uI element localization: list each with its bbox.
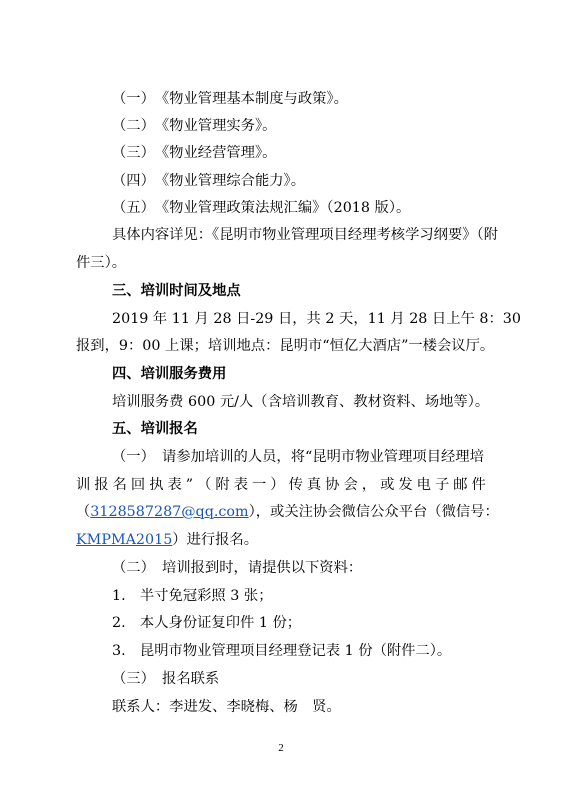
signup-line-2-char: 发 — [398, 477, 413, 493]
signup-line-2-char: 件 — [471, 477, 486, 493]
signup-line-2-char: 传 — [288, 477, 303, 493]
detail-line-2: 件三）。 — [76, 255, 127, 271]
signup-line-2-char: 表 — [233, 477, 248, 493]
signup-line-3 — [0, 502, 562, 522]
fee-line: 培训服务费 600 元/人（含培训教育、教材资料、场地等）。 — [112, 394, 490, 410]
signup-line-2-char: 会 — [343, 477, 358, 493]
materials-item-3: 3. 昆明市物业管理项目经理登记表 1 份（附件二）。 — [112, 643, 452, 659]
time-line-1: 2019 年 11 月 28 日-29 日，共 2 天，11 月 28 日上午 8：30 — [112, 311, 521, 327]
signup-line-2-char: ” — [185, 477, 194, 493]
materials-heading: （二） 培训报到时，请提供以下资料： — [112, 560, 363, 576]
signup-line-2-char: ， — [361, 477, 377, 493]
signup-line-2-char: 邮 — [453, 477, 468, 493]
email-link[interactable]: 3128587287@qq.com — [90, 504, 249, 520]
section-heading-3: 三、培训时间及地点 — [112, 283, 241, 299]
signup-line-1: （一） 请参加培训的人员，将“昆明市物业管理项目经理培 — [112, 449, 484, 465]
item-1: （一） 《物业管理基本制度与政策》。 — [112, 91, 348, 107]
signup-line-2-char: 一 — [251, 477, 267, 493]
signup-line-2-char: 名 — [112, 477, 127, 493]
materials-item-2: 2. 本人身份证复印件 1 份； — [112, 615, 302, 631]
signup-line-2-char: 或 — [380, 477, 395, 493]
contact-heading: （三） 报名联系 — [112, 671, 220, 687]
signup-line-2-char: 训 — [76, 477, 91, 493]
signup-line-2-char: 协 — [325, 477, 340, 493]
signup-line-4-text: ）进行报名。 — [172, 532, 259, 548]
detail-line-1: 具体内容详见：《昆明市物业管理项目经理考核学习纲要》（附 — [112, 227, 499, 243]
wechat-id: KMPMA2015 — [76, 532, 173, 548]
time-line-2: 报到，9：00 上课；培训地点：昆明市“恒亿大酒店”一楼会议厅。 — [76, 338, 495, 354]
signup-line-2-char: 附 — [215, 477, 230, 493]
page-number: 2 — [278, 742, 284, 754]
item-2: （二） 《物业管理实务》。 — [112, 118, 277, 134]
contact-people: 联系人：李进发、李晓梅、杨 贤。 — [112, 699, 341, 715]
paren-open: （ — [76, 504, 91, 520]
signup-line-4 — [0, 530, 562, 550]
signup-line-2-char: 表 — [167, 477, 182, 493]
signup-line-2-char: 报 — [94, 477, 109, 493]
item-3: （三） 《物业经营管理》。 — [112, 145, 277, 161]
item-4: （四） 《物业管理综合能力》。 — [112, 173, 306, 189]
signup-line-2-char: 真 — [306, 477, 322, 493]
signup-line-2-char: （ — [197, 477, 212, 493]
signup-line-2-char: 回 — [130, 477, 146, 493]
signup-line-3-text: ），或关注协会微信公众平台（微信号： — [248, 504, 499, 520]
section-heading-4: 四、培训服务费用 — [112, 366, 227, 382]
materials-item-1: 1. 半寸免冠彩照 3 张； — [112, 588, 273, 604]
signup-line-2-char: 执 — [149, 477, 164, 493]
signup-line-2-char: 子 — [434, 477, 450, 493]
signup-line-2-char: 电 — [416, 477, 431, 493]
signup-line-2-char: ） — [270, 477, 285, 493]
item-5: （五） 《物业管理政策法规汇编》（2018 版）。 — [112, 200, 411, 216]
signup-line-2 — [0, 475, 486, 495]
section-heading-5: 五、培训报名 — [112, 421, 198, 437]
